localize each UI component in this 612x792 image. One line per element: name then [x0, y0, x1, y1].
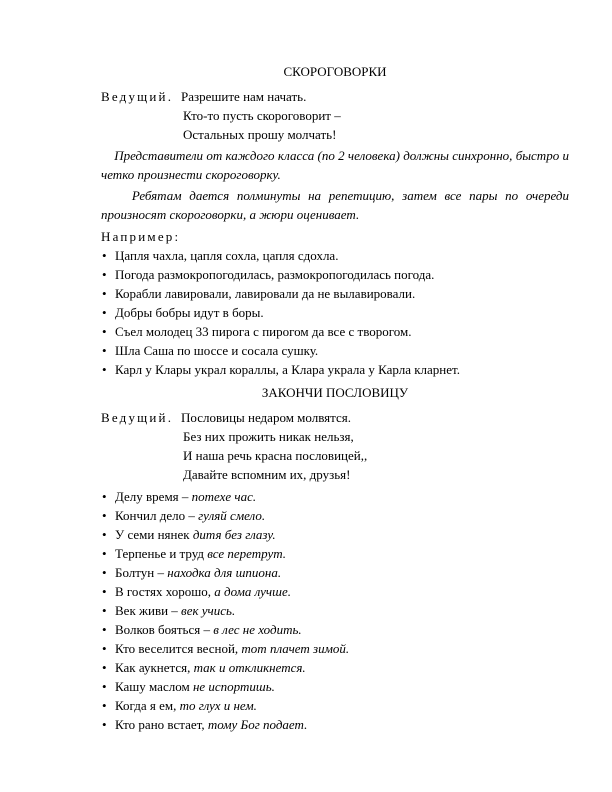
bullet-icon: •	[102, 698, 107, 713]
bullet-icon: •	[102, 660, 107, 675]
bullet-icon: •	[102, 527, 107, 542]
instruction-text: Ребятам дается полминуты на репетицию, затем все пары по очереди произносят скороговорки, а жюри оценивает.	[101, 188, 570, 222]
proverb-end: то глух и нем.	[179, 698, 257, 713]
bullet-icon: •	[102, 641, 107, 656]
bullet-icon: •	[102, 546, 107, 561]
bullet-icon: •	[102, 603, 107, 618]
list-item	[101, 525, 569, 544]
proverb-start: Волков бояться –	[115, 622, 214, 637]
proverb-list	[101, 487, 569, 734]
host-verse-line: Разрешите нам начать.	[181, 89, 307, 104]
proverb-end: все перетрут.	[207, 546, 287, 561]
bullet-icon: •	[102, 717, 107, 732]
tongue-twister-list	[101, 246, 569, 379]
proverb-start: Как аукнется,	[115, 660, 194, 675]
proverb-start: Болтун –	[115, 565, 168, 580]
host-verse-line: Остальных прошу молчать!	[183, 127, 337, 142]
speaker-label: Ведущий.	[101, 410, 174, 425]
proverb-end: тот плачет зимой.	[241, 641, 350, 656]
list-item: • Карл у Клары украл кораллы, а Клара украла у Карла кларнет.	[102, 362, 460, 377]
bullet-icon: •	[102, 584, 107, 599]
list-item	[101, 582, 569, 601]
bullet-icon: •	[102, 508, 107, 523]
bullet-icon: •	[102, 267, 107, 282]
list-item	[101, 677, 569, 696]
list-item: • Корабли лавировали, лавировали да не вылавировали.	[102, 286, 416, 301]
section-title-tongue-twisters: СКОРОГОВОРКИ	[283, 64, 387, 79]
proverb-end: потехе час.	[191, 489, 257, 504]
proverb-start: Кто рано встает,	[115, 717, 208, 732]
host-verse-line: Без них прожить никак нельзя,	[183, 429, 354, 444]
list-item: • Цапля чахла, цапля сохла, цапля сдохла.	[102, 248, 339, 263]
list-item	[101, 696, 569, 715]
proverb-end: век учись.	[181, 603, 236, 618]
proverb-end: тому Бог подает.	[207, 717, 308, 732]
proverb-end: так и откликнется.	[193, 660, 306, 675]
host-intro-block	[101, 408, 569, 484]
host-verse-line: Кто-то пусть скороговорит –	[183, 108, 341, 123]
proverb-end: дитя без глазу.	[192, 527, 276, 542]
proverb-start: Кашу маслом	[115, 679, 193, 694]
instruction-paragraph	[101, 187, 569, 224]
list-item	[101, 715, 569, 734]
list-item	[101, 544, 569, 563]
proverb-start: Век живи –	[115, 603, 182, 618]
bullet-icon: •	[102, 565, 107, 580]
bullet-icon: •	[102, 248, 107, 263]
host-line	[101, 408, 569, 427]
proverb-start: Когда я ем,	[115, 698, 180, 713]
example-label: Например:	[101, 229, 181, 244]
list-item	[101, 639, 569, 658]
bullet-icon: •	[102, 622, 107, 637]
proverb-start: Кто веселится весной,	[115, 641, 242, 656]
proverb-end: а дома лучше.	[214, 584, 291, 599]
bullet-icon: •	[102, 679, 107, 694]
proverb-end: гуляй смело.	[198, 508, 266, 523]
bullet-icon: •	[102, 286, 107, 301]
proverb-start: В гостях хорошо,	[115, 584, 215, 599]
host-verse-line: Давайте вспомним их, друзья!	[183, 467, 351, 482]
speaker-label: Ведущий.	[101, 89, 174, 104]
proverb-start: Терпенье и труд	[115, 546, 208, 561]
proverb-start: У семи нянек	[115, 527, 193, 542]
bullet-icon: •	[102, 362, 107, 377]
list-item: • Погода размокропогодилась, размокропогодилась погода.	[102, 267, 435, 282]
document-page	[101, 62, 569, 734]
list-item: • Добры бобры идут в боры.	[102, 305, 264, 320]
proverb-end: находка для шпиона.	[167, 565, 282, 580]
bullet-icon: •	[102, 343, 107, 358]
list-item	[101, 563, 569, 582]
list-item	[101, 506, 569, 525]
list-item	[101, 658, 569, 677]
list-item	[101, 487, 569, 506]
bullet-icon: •	[102, 305, 107, 320]
instruction-text: Представители от каждого класса (по 2 человека) должны синхронно, быстро и четко произнести скороговорку.	[101, 148, 569, 182]
bullet-icon: •	[102, 324, 107, 339]
list-item: • Съел молодец 33 пирога с пирогом да все с творогом.	[102, 324, 412, 339]
bullet-icon: •	[102, 489, 107, 504]
host-intro-block	[101, 87, 569, 144]
host-line	[101, 87, 569, 106]
proverb-start: Делу время –	[115, 489, 192, 504]
host-verse-line: И наша речь красна пословицей,,	[183, 448, 368, 463]
proverb-end: не испортишь.	[192, 679, 275, 694]
host-verse-line: Пословицы недаром молвятся.	[181, 410, 352, 425]
instruction-paragraph	[101, 147, 569, 184]
section-title-finish-proverb: ЗАКОНЧИ ПОСЛОВИЦУ	[261, 385, 409, 400]
proverb-end: в лес не ходить.	[213, 622, 302, 637]
list-item	[101, 601, 569, 620]
list-item	[101, 620, 569, 639]
list-item: • Шла Саша по шоссе и сосала сушку.	[102, 343, 319, 358]
proverb-start: Кончил дело –	[115, 508, 199, 523]
